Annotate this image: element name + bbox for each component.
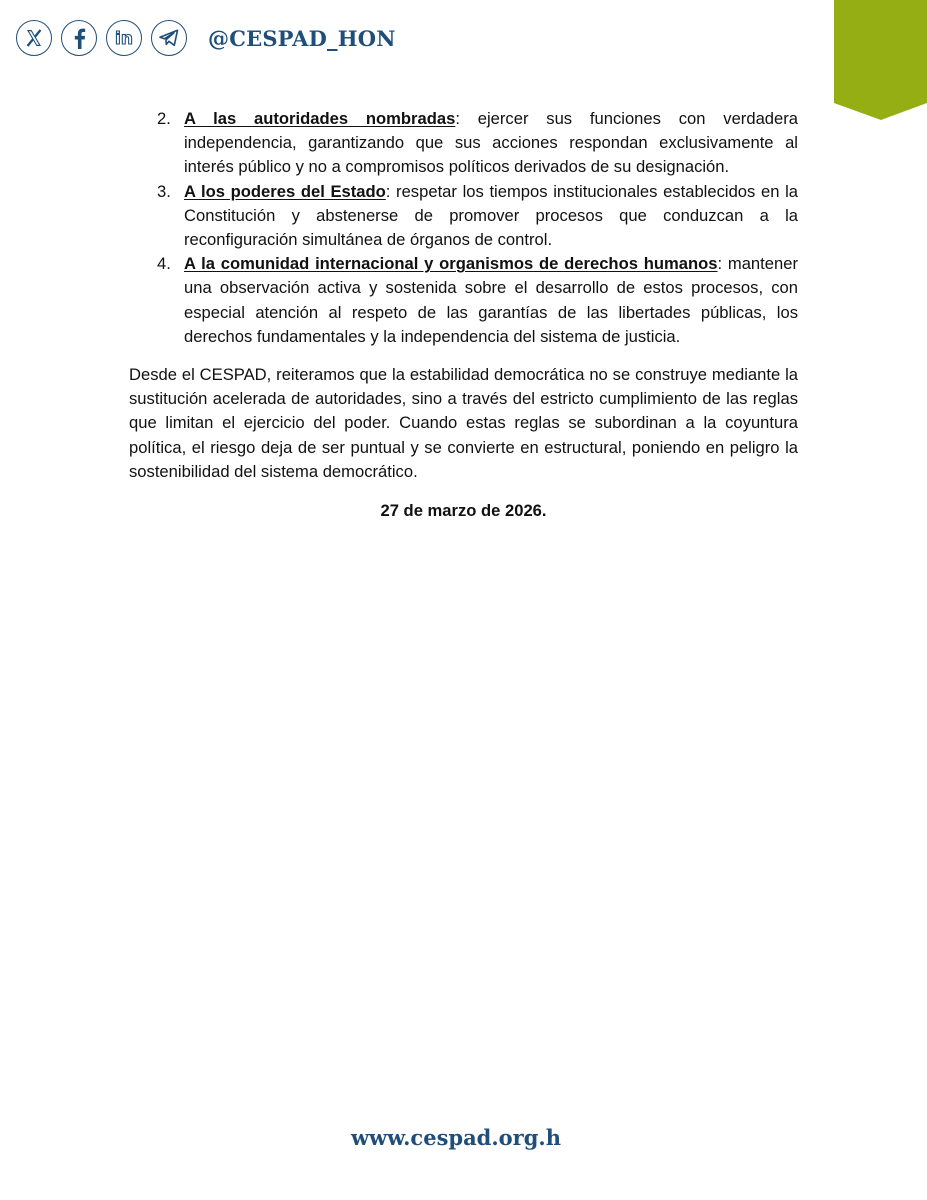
closing-paragraph: Desde el CESPAD, reiteramos que la estabilidad democrática no se construye mediante la sustitución acelerada de autoridades, sino a través del estricto cumplimiento de las reglas que limitan el ejercicio del poder. Cuando estas reglas se subordinan a la coyuntura política, el riesgo deja de ser puntual y se convierte en estructural, poniendo en peligro la sostenibilidad del sistema democrático.	[129, 365, 798, 481]
linkedin-glyph: in	[115, 29, 133, 48]
list-item-text: : respetar los tiempos institucionales establecidos en la Constitución y abstenerse de promover procesos que conduzcan a la reconfiguración simultánea de órganos de control.	[184, 181, 798, 250]
list-item-number: 4.	[157, 254, 171, 274]
footer-website[interactable]: www.cespad.org.h	[350, 1125, 562, 1150]
facebook-icon[interactable]	[61, 20, 97, 56]
list-item-title: A los poderes del Estado	[184, 181, 386, 201]
recommendations-list	[129, 107, 798, 349]
x-icon[interactable]	[16, 20, 52, 56]
list-item	[129, 252, 798, 349]
telegram-icon[interactable]	[151, 20, 187, 56]
list-item	[129, 180, 798, 253]
list-item-title: A las autoridades nombradas	[184, 109, 456, 128]
list-item-title: A la comunidad internacional y organismos de derechos humanos	[184, 254, 718, 274]
list-item-text: : ejercer sus funciones con verdadera independencia, garantizando que sus acciones respondan exclusivamente al interés público y no a compromisos políticos derivados de su designación.	[184, 109, 799, 177]
social-handle[interactable]: @CESPAD_HON	[208, 25, 396, 51]
social-header	[16, 16, 396, 60]
document-date: 27 de marzo de 2026.	[380, 501, 547, 521]
list-item-number: 2.	[157, 109, 171, 128]
corner-decoration	[834, 0, 927, 120]
document-body	[129, 107, 798, 523]
list-item	[129, 107, 798, 180]
linkedin-icon[interactable]	[106, 20, 142, 56]
list-item-text: : mantener una observación activa y sostenida sobre el desarrollo de estos procesos, con especial atención al respeto de las garantías de las libertades públicas, los derechos fundamentales y la independencia del sistema de justicia.	[184, 254, 798, 346]
list-item-number: 3.	[157, 181, 171, 201]
